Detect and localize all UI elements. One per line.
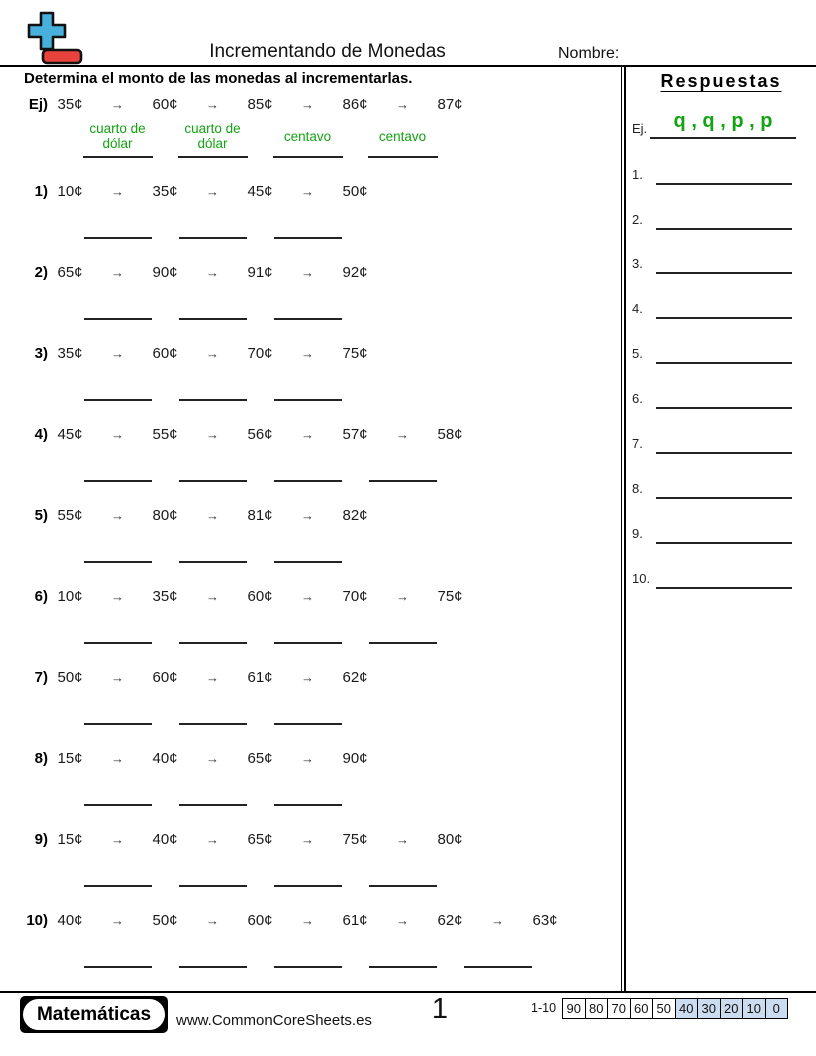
answer-blank[interactable] xyxy=(84,723,152,725)
coin-value: 90¢ xyxy=(152,264,178,281)
answer-blank[interactable] xyxy=(274,318,342,320)
answer-blank[interactable] xyxy=(179,966,247,968)
answer-blank[interactable] xyxy=(179,237,247,239)
arrow-icon: → xyxy=(396,97,409,112)
answer-blank[interactable] xyxy=(84,561,152,563)
coin-value: 61¢ xyxy=(342,912,368,929)
score-cell: 50 xyxy=(652,998,676,1019)
arrow-icon: → xyxy=(301,97,314,112)
arrow-icon: → xyxy=(206,913,219,928)
coin-value: 70¢ xyxy=(342,588,368,605)
answer-item-7-line[interactable] xyxy=(656,452,792,454)
answer-item-6-label: 6. xyxy=(632,391,643,406)
problem-number: 10) xyxy=(26,912,48,929)
arrow-icon: → xyxy=(206,670,219,685)
coin-value: 50¢ xyxy=(342,183,368,200)
arrow-icon: → xyxy=(301,184,314,199)
coin-value: 62¢ xyxy=(437,912,463,929)
coin-value: 82¢ xyxy=(342,507,368,524)
header-divider xyxy=(0,65,816,67)
coin-value: 65¢ xyxy=(247,831,273,848)
website-url: www.CommonCoreSheets.es xyxy=(176,1012,372,1029)
arrow-icon: → xyxy=(301,427,314,442)
answers-separator-line xyxy=(621,67,622,993)
answers-panel-title: Respuestas xyxy=(660,71,782,91)
arrow-icon: → xyxy=(301,832,314,847)
answer-blank[interactable] xyxy=(84,642,152,644)
score-cell: 80 xyxy=(585,998,609,1019)
example-label: Ej) xyxy=(28,96,48,113)
answer-blank[interactable] xyxy=(179,318,247,320)
answer-blank[interactable] xyxy=(274,885,342,887)
coin-value: 57¢ xyxy=(342,426,368,443)
arrow-icon: → xyxy=(206,427,219,442)
arrow-icon: → xyxy=(111,97,124,112)
arrow-icon: → xyxy=(206,832,219,847)
answer-blank[interactable] xyxy=(84,966,152,968)
answer-blank[interactable] xyxy=(179,723,247,725)
answer-blank[interactable] xyxy=(274,237,342,239)
arrow-icon: → xyxy=(206,184,219,199)
coin-value: 61¢ xyxy=(247,669,273,686)
answer-blank[interactable] xyxy=(274,804,342,806)
answer-blank[interactable] xyxy=(274,966,342,968)
answer-blank[interactable] xyxy=(369,480,437,482)
answer-blank[interactable] xyxy=(274,723,342,725)
coin-value: 75¢ xyxy=(342,831,368,848)
coin-value: 70¢ xyxy=(247,345,273,362)
coin-value: 62¢ xyxy=(342,669,368,686)
problem-number: 6) xyxy=(34,588,48,605)
answer-blank[interactable] xyxy=(369,885,437,887)
coin-value: 35¢ xyxy=(57,96,83,113)
coin-value: 40¢ xyxy=(152,831,178,848)
answer-item-2-label: 2. xyxy=(632,212,643,227)
answer-item-3-label: 3. xyxy=(632,256,643,271)
answer-blank[interactable] xyxy=(84,480,152,482)
answer-item-7-label: 7. xyxy=(632,436,643,451)
coin-value: 85¢ xyxy=(247,96,273,113)
coin-value: 60¢ xyxy=(247,588,273,605)
arrow-icon: → xyxy=(111,346,124,361)
answer-item-5-line[interactable] xyxy=(656,362,792,364)
example-step-answer: cuarto de dólar xyxy=(89,121,146,151)
answer-blank[interactable] xyxy=(179,480,247,482)
coin-value: 55¢ xyxy=(57,507,83,524)
example-step-answer: centavo xyxy=(378,128,427,144)
arrow-icon: → xyxy=(111,265,124,280)
arrow-icon: → xyxy=(206,346,219,361)
problem-number: 9) xyxy=(34,831,48,848)
problem-number: 5) xyxy=(34,507,48,524)
answer-item-2-line[interactable] xyxy=(656,228,792,230)
answer-blank[interactable] xyxy=(464,966,532,968)
answer-blank xyxy=(368,156,438,158)
answer-item-8-line[interactable] xyxy=(656,497,792,499)
answer-item-4-line[interactable] xyxy=(656,317,792,319)
arrow-icon: → xyxy=(491,913,504,928)
answer-item-9-line[interactable] xyxy=(656,542,792,544)
answer-blank xyxy=(83,156,153,158)
coin-value: 45¢ xyxy=(247,183,273,200)
answer-blank[interactable] xyxy=(369,966,437,968)
answer-blank[interactable] xyxy=(179,804,247,806)
answer-example-label: Ej. xyxy=(632,121,648,136)
score-cell: 0 xyxy=(765,998,789,1019)
name-label: Nombre: xyxy=(558,45,620,62)
arrow-icon: → xyxy=(206,265,219,280)
coin-value: 87¢ xyxy=(437,96,463,113)
arrow-icon: → xyxy=(396,832,409,847)
problem-number: 3) xyxy=(34,345,48,362)
arrow-icon: → xyxy=(396,589,409,604)
answer-blank xyxy=(273,156,343,158)
arrow-icon: → xyxy=(301,346,314,361)
example-step-answer: cuarto de dólar xyxy=(184,121,241,151)
problem-number: 2) xyxy=(34,264,48,281)
coin-value: 40¢ xyxy=(57,912,83,929)
arrow-icon: → xyxy=(111,589,124,604)
coin-value: 35¢ xyxy=(57,345,83,362)
score-cell: 30 xyxy=(697,998,721,1019)
coin-value: 65¢ xyxy=(57,264,83,281)
coin-value: 81¢ xyxy=(247,507,273,524)
answer-blank[interactable] xyxy=(179,642,247,644)
answer-blank[interactable] xyxy=(84,399,152,401)
answer-example-value: q , q , p , p xyxy=(673,110,773,132)
arrow-icon: → xyxy=(111,913,124,928)
coin-value: 58¢ xyxy=(437,426,463,443)
arrow-icon: → xyxy=(206,751,219,766)
arrow-icon: → xyxy=(301,913,314,928)
answer-item-9-label: 9. xyxy=(632,526,643,541)
arrow-icon: → xyxy=(111,184,124,199)
answer-item-4-label: 4. xyxy=(632,301,643,316)
answer-blank[interactable] xyxy=(369,642,437,644)
arrow-icon: → xyxy=(111,832,124,847)
score-range-label: 1-10 xyxy=(531,1001,557,1015)
answer-item-5-label: 5. xyxy=(632,346,643,361)
answer-blank[interactable] xyxy=(84,237,152,239)
answer-blank[interactable] xyxy=(179,399,247,401)
coin-value: 91¢ xyxy=(247,264,273,281)
example-step-answer: centavo xyxy=(283,128,332,144)
problem-number: 7) xyxy=(34,669,48,686)
coin-value: 63¢ xyxy=(532,912,558,929)
arrow-icon: → xyxy=(396,913,409,928)
coin-value: 75¢ xyxy=(437,588,463,605)
coin-value: 35¢ xyxy=(152,183,178,200)
coin-value: 90¢ xyxy=(342,750,368,767)
coin-value: 92¢ xyxy=(342,264,368,281)
arrow-icon: → xyxy=(301,589,314,604)
coin-value: 86¢ xyxy=(342,96,368,113)
arrow-icon: → xyxy=(206,97,219,112)
score-cell: 40 xyxy=(675,998,699,1019)
coin-value: 60¢ xyxy=(152,96,178,113)
brand-label: Matemáticas xyxy=(23,999,165,1030)
instruction-text: Determina el monto de las monedas al incrementarlas. xyxy=(24,70,413,87)
answer-blank[interactable] xyxy=(179,561,247,563)
arrow-icon: → xyxy=(111,751,124,766)
coin-value: 50¢ xyxy=(152,912,178,929)
answer-blank[interactable] xyxy=(274,561,342,563)
problem-number: 8) xyxy=(34,750,48,767)
arrow-icon: → xyxy=(206,589,219,604)
coin-value: 55¢ xyxy=(152,426,178,443)
arrow-icon: → xyxy=(111,508,124,523)
coin-value: 60¢ xyxy=(152,345,178,362)
score-cell: 60 xyxy=(630,998,654,1019)
answer-item-10-label: 10. xyxy=(632,571,651,586)
coin-value: 60¢ xyxy=(152,669,178,686)
page-number: 1 xyxy=(431,993,449,1025)
page-title: Incrementando de Monedas xyxy=(209,41,446,62)
answer-blank[interactable] xyxy=(274,480,342,482)
problem-number: 4) xyxy=(34,426,48,443)
answer-item-3-line[interactable] xyxy=(656,272,792,274)
arrow-icon: → xyxy=(301,265,314,280)
arrow-icon: → xyxy=(111,427,124,442)
answer-blank[interactable] xyxy=(274,399,342,401)
answer-example-line xyxy=(650,137,796,139)
answer-blank[interactable] xyxy=(274,642,342,644)
answer-item-6-line[interactable] xyxy=(656,407,792,409)
arrow-icon: → xyxy=(396,427,409,442)
answer-item-1-label: 1. xyxy=(632,167,643,182)
coin-value: 56¢ xyxy=(247,426,273,443)
answers-separator-line-thick xyxy=(624,67,626,993)
problem-number: 1) xyxy=(34,183,48,200)
coin-value: 10¢ xyxy=(57,183,83,200)
answer-item-8-label: 8. xyxy=(632,481,643,496)
arrow-icon: → xyxy=(206,508,219,523)
answer-blank[interactable] xyxy=(179,885,247,887)
coin-value: 40¢ xyxy=(152,750,178,767)
score-cell: 70 xyxy=(607,998,631,1019)
answer-blank xyxy=(178,156,248,158)
coin-value: 80¢ xyxy=(437,831,463,848)
coin-value: 10¢ xyxy=(57,588,83,605)
answer-blank[interactable] xyxy=(84,804,152,806)
coin-value: 75¢ xyxy=(342,345,368,362)
score-cell: 90 xyxy=(562,998,586,1019)
brand-logo xyxy=(20,996,168,1033)
coin-value: 35¢ xyxy=(152,588,178,605)
answer-item-1-line[interactable] xyxy=(656,183,792,185)
arrow-icon: → xyxy=(111,670,124,685)
answer-blank[interactable] xyxy=(84,318,152,320)
coin-value: 15¢ xyxy=(57,750,83,767)
score-grid xyxy=(563,998,788,1019)
coin-value: 50¢ xyxy=(57,669,83,686)
score-cell: 20 xyxy=(720,998,744,1019)
score-cell: 10 xyxy=(742,998,766,1019)
coin-value: 45¢ xyxy=(57,426,83,443)
arrow-icon: → xyxy=(301,751,314,766)
answer-item-10-line[interactable] xyxy=(656,587,792,589)
answer-blank[interactable] xyxy=(84,885,152,887)
coin-value: 80¢ xyxy=(152,507,178,524)
arrow-icon: → xyxy=(301,670,314,685)
coin-value: 15¢ xyxy=(57,831,83,848)
coin-value: 60¢ xyxy=(247,912,273,929)
arrow-icon: → xyxy=(301,508,314,523)
coin-value: 65¢ xyxy=(247,750,273,767)
